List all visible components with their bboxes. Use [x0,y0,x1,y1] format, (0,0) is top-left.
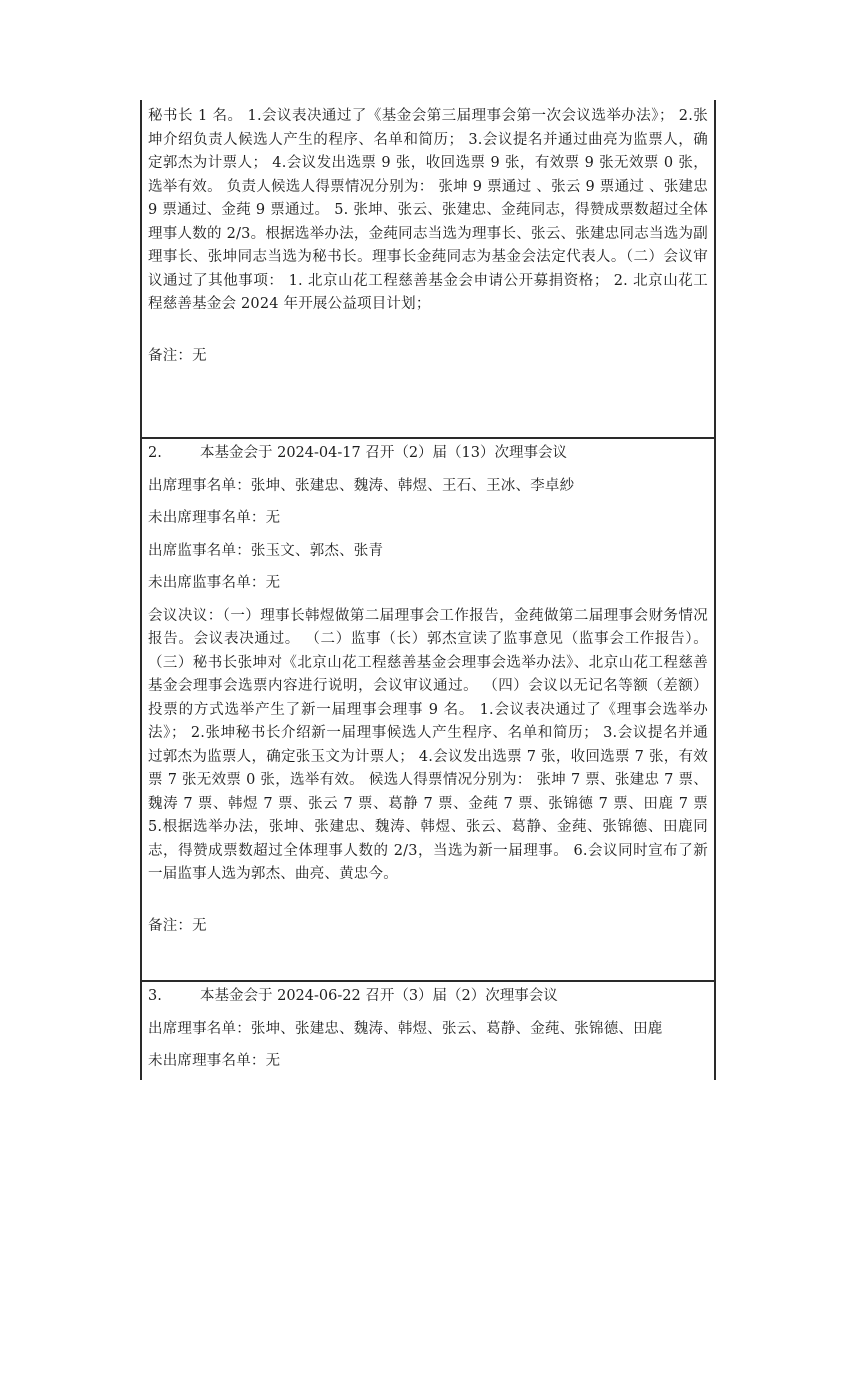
row-divider-1 [140,437,716,439]
section-2-attending-supervisors: 出席监事名单：张玉文、郭杰、张青 [148,542,384,559]
section-1-cell [148,105,708,368]
section-2-resolution: 会议决议：（一）理事长韩煜做第二届理事会工作报告，金莼做第二届理事会财务情况报告。会议表决通过。 （二）监事（长）郭杰宣读了监事意见（监事会工作报告）。 （三）秘书长张坤对《北京山花工程慈善基金会理事会选举办法》、北京山花工程慈善基金会理事会选票内容进行说明，会议审议通过。 （四）会议以无记名等额（差额）投票的方式选举产生了新一届理事会理事 9 名。 1.会议表决通过了《理事会选举办法》； 2.张坤秘书长介绍新一届理事候选人产生程序、名单和简历； 3.会议提名并通过郭杰为监票人，确定张玉文为计票人； 4.会议发出选票 7 张，收回选票 7 张，有效票 7 张无效票 0 张，选举有效。 候选人得票情况分别为： 张坤 7 票、张建忠 7 票、魏涛 7 票、韩煜 7 票、张云 7 票、葛静 7 票、金莼 7 票、张锦德 7 票、田鹿 7 票 5.根据选举办法，张坤、张建忠、魏涛、韩煜、张云、葛静、金莼、张锦德、田鹿同志，得赞成票数超过全体理事人数的 2/3，当选为新一届理事。 6.会议同时宣布了新一届监事人选为郭杰、曲亮、黄忠今。 [148,607,708,882]
section-3-number: 3. [148,988,162,1004]
section-1-resolution: 秘书长 1 名。 1.会议表决通过了《基金会第三届理事会第一次会议选举办法》； 2.张坤介绍负责人候选人产生的程序、名单和简历； 3.会议提名并通过曲亮为监票人，确定郭杰为计票人； 4.会议发出选票 9 张，收回选票 9 张，有效票 9 张无效票 0 张，选举有效。 负责人候选人得票情况分别为： 张坤 9 票通过 、张云 9 票通过 、张建忠 9 票通过、金莼 9 票通过。 5. 张坤、张云、张建忠、金莼同志，得赞成票数超过全体理事人数的 2/3。根据选举办法，金莼同志当选为理事长、张云、张建忠同志当选为副理事长、张坤同志当选为秘书长。理事长金莼同志为基金会法定代表人。（二）会议审议通过了其他事项： 1. 北京山花工程慈善基金会申请公开募捐资格； 2. 北京山花工程慈善基金会 2024 年开展公益项目计划； [148,108,708,312]
section-2-absent-directors: 未出席理事名单：无 [148,510,281,526]
section-2-attending-directors: 出席理事名单：张坤、张建忠、魏涛、韩煜、王石、王冰、李卓紗 [148,477,575,494]
section-2-number: 2. [148,445,162,461]
section-3-cell [148,985,708,1074]
table-right-border [714,100,716,1080]
table-left-border [140,100,142,1080]
section-2-remarks: 备注：无 [148,917,207,934]
section-2-cell [148,442,708,938]
section-3-title: 本基金会于 2024-06-22 召开（3）届（2）次理事会议 [200,988,558,1004]
section-3-header [148,985,708,1009]
section-3-attending-directors: 出席理事名单：张坤、张建忠、魏涛、韩煜、张云、葛静、金莼、张锦德、田鹿 [148,1020,663,1037]
section-2-header [148,442,708,466]
section-1-remarks: 备注：无 [148,347,207,364]
row-divider-2 [140,980,716,982]
section-3-absent-directors: 未出席理事名单：无 [148,1053,281,1069]
section-2-title: 本基金会于 2024-04-17 召开（2）届（13）次理事会议 [200,445,567,461]
section-2-absent-supervisors: 未出席监事名单：无 [148,575,281,591]
